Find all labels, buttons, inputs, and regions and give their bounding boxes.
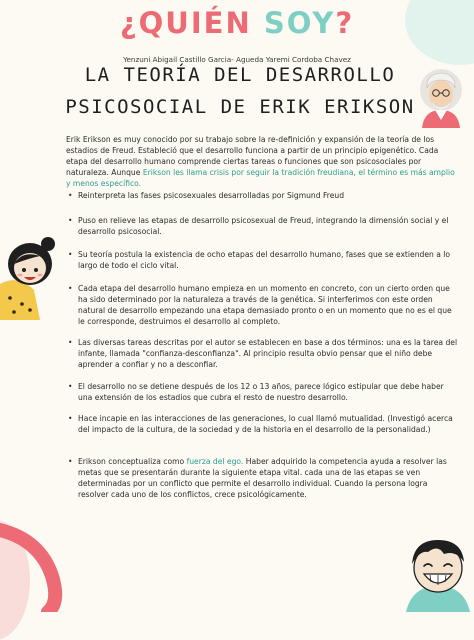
title-part-1: ¿QUIÉN [119,6,264,40]
intro-text: Erik Erikson es muy conocido por su trabajo sobre la re-definición y expansión de la teoría de los estadios de Freud. Estableció que el desarrollo funciona a partir de un principio epigenético. Cada etapa del desarrollo humano comprende ciertas tareas o funciones que son psicosociales por naturaleza. Aunque [66,135,439,177]
bullet-text: Hace incapie en las interacciones de las generaciones, lo cual llamó mutualidad. (Investigó acerca del impacto de la cultura, de la sociedad y de la historia en el desarrollo de la personalidad.) [78,414,453,434]
bullet-text: Puso en relieve las etapas de desarrollo psicosexual de Freud, integrando la dimensión social y el desarrollo psicosocial. [78,216,449,236]
title-part-3: ? [335,6,355,40]
authors-line: Yenzuni Abigail Castillo Garcia- Agueda Yaremi Cordoba Chavez [123,55,351,64]
bullet-point [66,413,458,435]
bullet-text: Erikson conceptualiza como [78,457,187,466]
page-title [0,6,474,40]
erikson-portrait-icon [414,64,468,128]
bullet-text-continued: Haber adquirido la competencia ayuda a resolver las metas que se presentarán durante la siguiente etapa vital. cada una de las etapas se ven determinadas por un conflicto que permite el desarrollo individual. Cuando la persona logra resolver cada uno de los conflictos, crece psicológicamente. [78,457,447,499]
bullet-text: Las diversas tareas descritas por el autor se establecen en base a dos términos: una es la tarea del infante, llamada "confianza-desconfianza". Al principio resulta obvio pensar que el niño debe aprender a confiar y no a desconfiar. [78,338,458,369]
bullet-point [66,249,458,271]
pink-swirl-decoration [0,520,92,612]
subtitle-line-1: LA TEORÍA DEL DESARROLLO [84,64,396,86]
intro-paragraph [66,134,456,189]
bullet-text: Reinterpreta las fases psicosexuales desarrolladas por Sigmund Freud [78,191,345,200]
subtitle-line-2: PSICOSOCIAL DE ERIK ERIKSON [65,96,415,118]
intro-highlight: Erikson les llama crisis por seguir la tradición freudiana, el término es más amplio y menos específico. [66,168,455,188]
bullet-highlight: fuerza del ego. [186,457,244,466]
bullet-point [66,215,458,237]
title-part-2: SOY [263,6,336,40]
boy-smiling-illustration [398,528,474,612]
bullet-point [66,337,458,370]
bullet-point [66,283,458,327]
bullet-text: Cada etapa del desarrollo humano empieza en un momento en concreto, con un cierto orden que ha sido determinado por la naturaleza a través de la genética. Si interferimos con este orden natural de desarrollo empezando una etapa demasiado pronto o en un momento que no es el que le corresponde, destruimos el desarrollo al completo. [78,284,452,326]
bullet-text: El desarrollo no se detiene después de los 12 o 13 años, parece lógico estipular que debe haber una extensión de los estadios que cubra el resto de nuestro desarrollo. [78,382,444,402]
bullet-point [66,190,458,201]
bullet-text: Su teoría postula la existencia de ocho etapas del desarrollo humano, fases que se extienden a lo largo de todo el ciclo vital. [78,250,451,270]
bullet-point [66,381,458,403]
bullet-point [66,456,458,500]
girl-peeking-illustration [0,228,62,320]
